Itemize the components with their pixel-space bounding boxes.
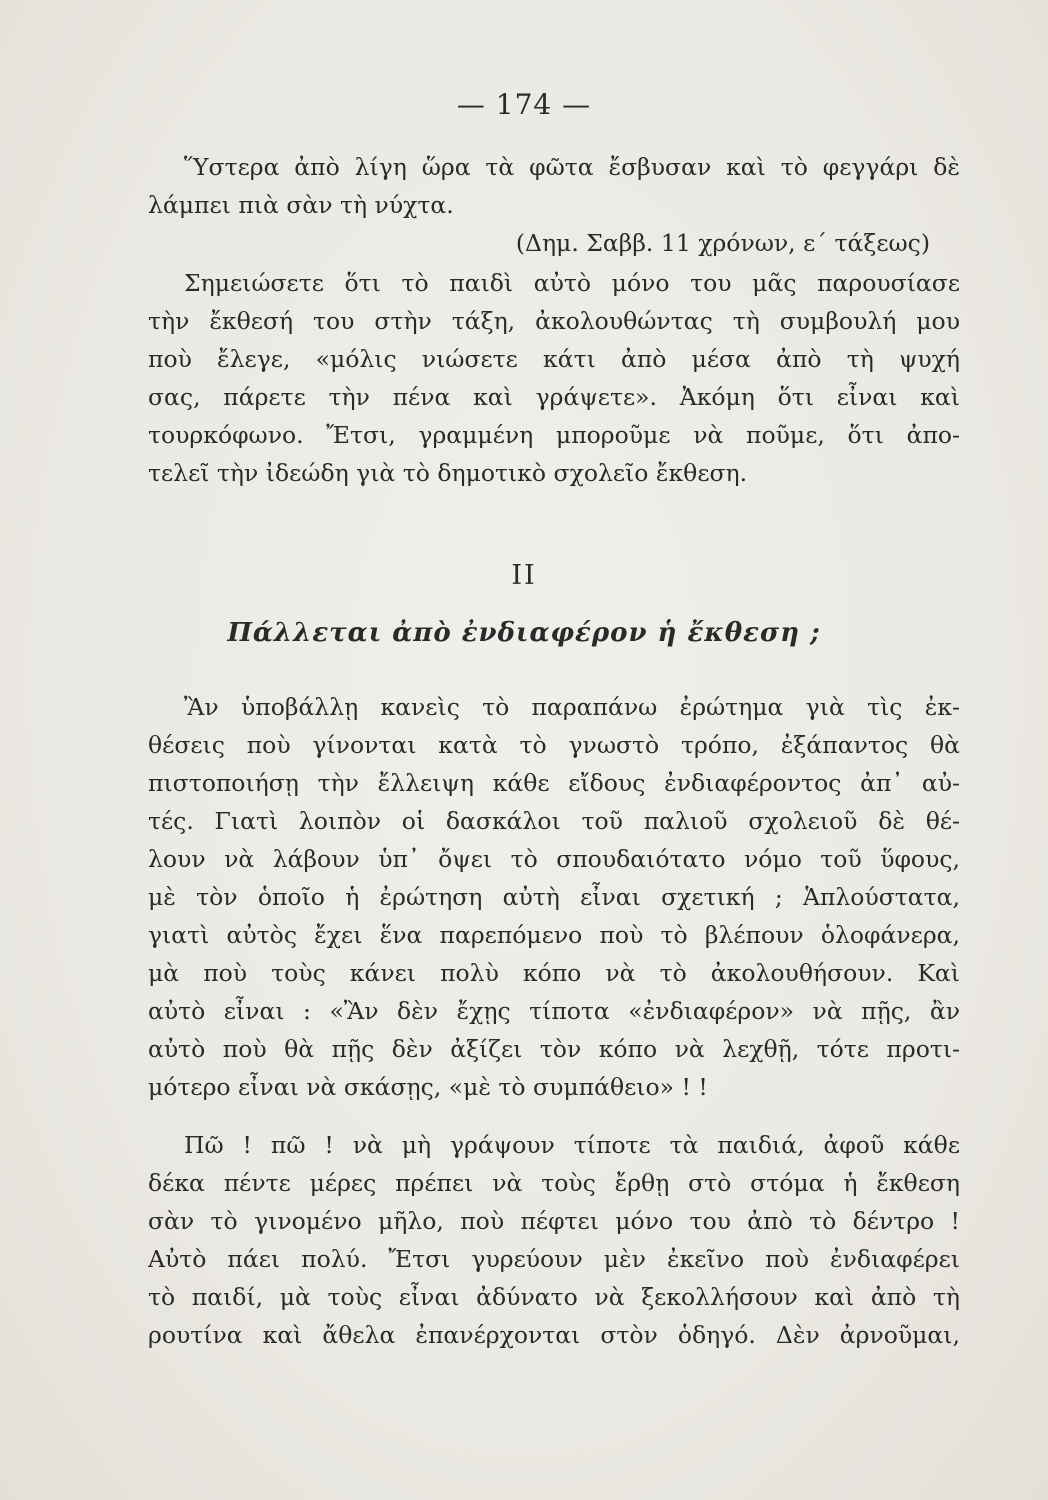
text-line: Πῶ ! πῶ ! νὰ μὴ γράψουν τίποτε τὰ παιδιά, ἀφοῦ κάθε: [184, 1131, 960, 1159]
section-number: II: [511, 560, 537, 591]
text-line: τουρκόφωνο. Ἔτσι, γραμμένη μποροῦμε νὰ ποῦμε, ὅτι ἀπο-: [148, 421, 960, 449]
text-line: αὐτὸ εἶναι : «Ἂν δὲν ἔχῃς τίποτα «ἐνδιαφέρον» νὰ πῇς, ἂν: [148, 997, 960, 1025]
text-line: σὰν τὸ γινομένο μῆλο, ποὺ πέφτει μόνο του ἀπὸ τὸ δέντρο !: [148, 1207, 960, 1235]
author-signature: (Δημ. Σαββ. 11 χρόνων, ε΄ τάξεως): [515, 229, 930, 257]
text-line: Σημειώσετε ὅτι τὸ παιδὶ αὐτὸ μόνο του μᾶς παρουσίασε: [184, 269, 960, 297]
text-line: πιστοποιήσῃ τὴν ἔλλειψη κάθε εἴδους ἐνδιαφέροντος ἀπ᾽ αὐ-: [148, 769, 960, 797]
text-line: σας, πάρετε τὴν πένα καὶ γράψετε». Ἀκόμη ὅτι εἶναι καὶ: [148, 383, 960, 411]
text-line: λάμπει πιὰ σὰν τὴ νύχτα.: [148, 191, 454, 219]
section-title: Πάλλεται ἀπὸ ἐνδιαφέρον ἡ ἔκθεση ;: [227, 618, 821, 648]
paragraph-3: [148, 1126, 960, 1354]
text-line: θέσεις ποὺ γίνονται κατὰ τὸ γνωστὸ τρόπο, ἐξάπαντος θὰ: [148, 731, 960, 759]
text-line: Ὕστερα ἀπὸ λίγη ὥρα τὰ φῶτα ἔσβυσαν καὶ τὸ φεγγάρι δὲ: [184, 153, 960, 181]
text-line: ποὺ ἔλεγε, «μόλις νιώσετε κάτι ἀπὸ μέσα ἀπὸ τὴ ψυχή: [148, 345, 960, 373]
text-line: γιατὶ αὐτὸς ἔχει ἕνα παρεπόμενο ποὺ τὸ βλέπουν ὁλοφάνερα,: [148, 921, 960, 949]
text-line: τελεῖ τὴν ἰδεώδη γιὰ τὸ δημοτικὸ σχολεῖο ἔκθεση.: [148, 459, 748, 487]
text-line: Ἂν ὑποβάλλῃ κανεὶς τὸ παραπάνω ἐρώτημα γιὰ τὶς ἐκ-: [184, 693, 960, 721]
text-line: τές. Γιατὶ λοιπὸν οἱ δασκάλοι τοῦ παλιοῦ σχολειοῦ δὲ θέ-: [148, 807, 960, 835]
text-line: ρουτίνα καὶ ἄθελα ἐπανέρχονται στὸν ὁδηγό. Δὲν ἀρνοῦμαι,: [148, 1321, 960, 1349]
text-line: αὐτὸ ποὺ θὰ πῇς δὲν ἀξίζει τὸν κόπο νὰ λεχθῇ, τότε προτι-: [148, 1035, 960, 1063]
text-line: Αὐτὸ πάει πολύ. Ἔτσι γυρεύουν μὲν ἐκεῖνο ποὺ ἐνδιαφέρει: [148, 1245, 960, 1273]
closing-quote-block: [148, 148, 960, 262]
text-line: μὰ ποὺ τοὺς κάνει πολὺ κόπο νὰ τὸ ἀκολουθήσουν. Καὶ: [148, 959, 960, 987]
text-line: μότερο εἶναι νὰ σκάσῃς, «μὲ τὸ συμπάθειο» ! !: [148, 1073, 708, 1101]
page-number: — 174 —: [456, 88, 592, 121]
text-line: τὸ παιδί, μὰ τοὺς εἶναι ἀδύνατο νὰ ξεκολλήσουν καὶ ἀπὸ τὴ: [148, 1283, 960, 1311]
text-line: τὴν ἔκθεσή του στὴν τάξη, ἀκολουθώντας τὴ συμβουλή μου: [148, 307, 960, 335]
text-line: λουν νὰ λάβουν ὑπ᾽ ὄψει τὸ σπουδαιότατο νόμο τοῦ ὕφους,: [148, 845, 960, 873]
paragraph-2: [148, 688, 960, 1106]
text-line: δέκα πέντε μέρες πρέπει νὰ τοὺς ἔρθῃ στὸ στόμα ἡ ἔκθεση: [148, 1169, 960, 1197]
text-line: μὲ τὸν ὁποῖο ἡ ἐρώτηση αὐτὴ εἶναι σχετική ; Ἁπλούστατα,: [148, 883, 960, 911]
paragraph-1: [148, 264, 960, 492]
